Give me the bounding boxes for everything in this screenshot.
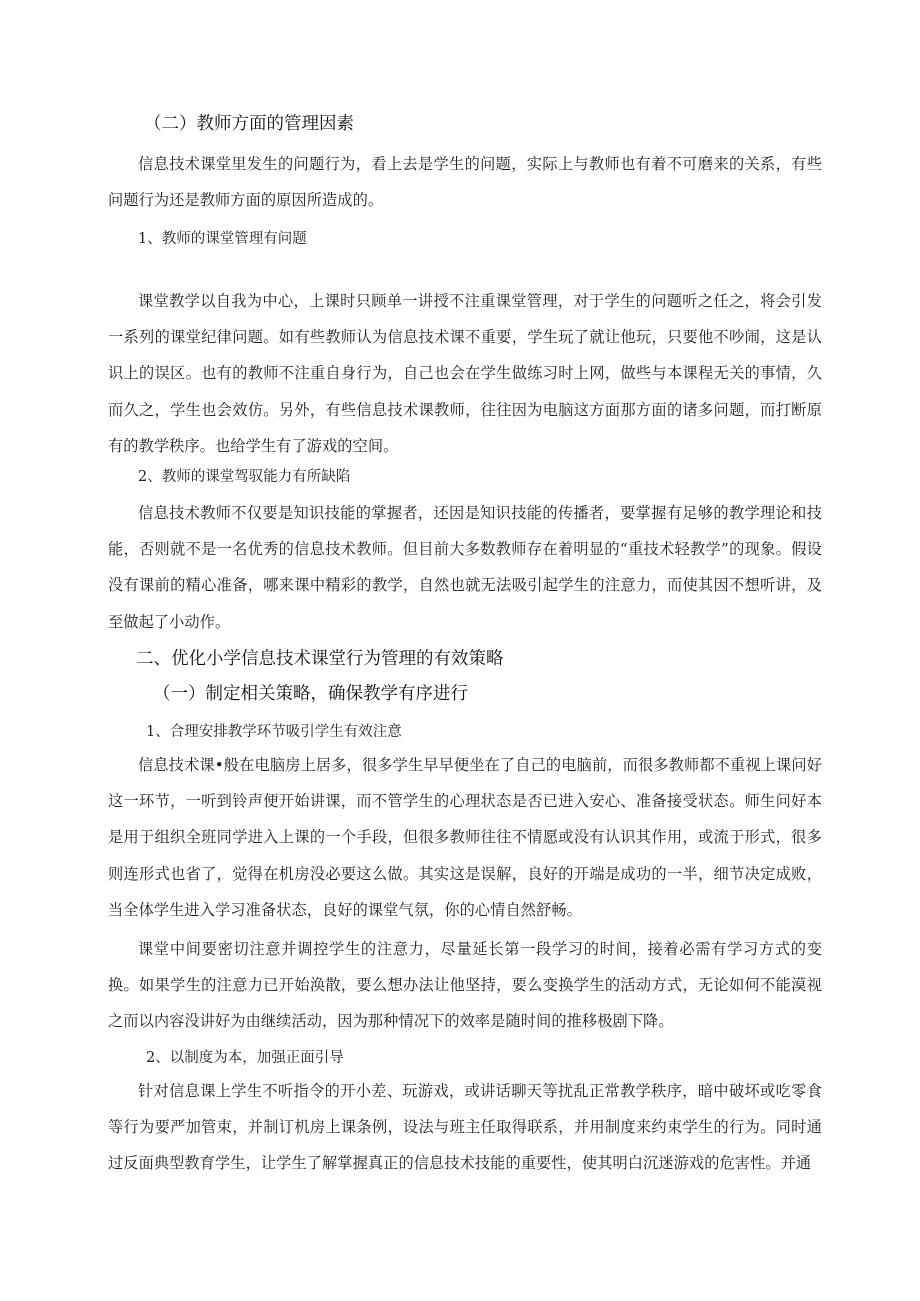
item-heading-classroom-management: 1、教师的课堂管理有问题 (138, 231, 307, 247)
section-heading-teacher-factors: （二）教师方面的管理因素 (144, 114, 354, 134)
paragraph-teaching-arrangement: 信息技术课•般在电脑房上居多，很多学生早早便坐在了自己的电脑前，而很多教师都不重视上课问好这一环节，一听到铃声便开始讲课，而不管学生的心理状态是否已进入安心、准备接受状态。师生问好本是用于组织全班同学进入上课的一个手段，但很多教师往往不情愿或没有认识其作用，或流于形式，很多则连形式也省了，觉得在机房没必要这么做。其实这是误解，良好的开端是成功的一半，细节决定成败，当全体学生进入学习准备状态，良好的课堂气氛，你的心情自然舒畅。 (108, 756, 822, 919)
paragraph-attention-control: 课堂中间要密切注意并调控学生的注意力，尽量延长第一段学习的时间，接着必需有学习方式的变换。如果学生的注意力已开始涣散，要么想办法让他坚持，要么变换学生的活动方式，无论如何不能漠视之而以内容没讲好为由继续活动，因为那种情况下的效率是随时间的推移极剧下降。 (108, 940, 822, 1031)
paragraph-classroom-management: 课堂教学以自我为中心，上课时只顾单一讲授不注重课堂管理，对于学生的问题听之任之，将会引发一系列的课堂纪律问题。如有些教师认为信息技术课不重要，学生玩了就让他玩，只要他不吵闹，这是认识上的误区。也有的教师不注重自身行为，自己也会在学生做练习时上网，做些与本课程无关的事情，久而久之，学生也会效仿。另外，有些信息技术课教师，往往因为电脑这方面那方面的诸多问题，而打断原有的教学秩序。也给学生有了游戏的空间。 (108, 292, 822, 455)
item-heading-teaching-arrangement: 1、合理安排教学环节吸引学生有效注意 (146, 724, 402, 740)
chapter-heading-strategies: 二、优化小学信息技术课堂行为管理的有效策略 (136, 649, 504, 669)
section-heading-strategies: （一）制定相关策略，确保教学有序进行 (153, 684, 468, 704)
paragraph-rules: 针对信息课上学生不听指令的开小差、玩游戏，或讲话聊天等扰乱正常教学秩序，暗中破坏或吃零食等行为要严加管束，并制订机房上课条例，设法与班主任取得联系，并用制度来约束学生的行为。同时通过反面典型教育学生，让学生了解掌握真正的信息技术技能的重要性，使其明白沉迷游戏的危害性。并通 (108, 1082, 822, 1173)
paragraph-control-ability: 信息技术教师不仅要是知识技能的掌握者，还因是知识技能的传播者，要掌握有足够的教学理论和技能，否则就不是一名优秀的信息技术教师。但目前大多数教师存在着明显的“重技术轻教学”的现象。假设没有课前的精心准备，哪来课中精彩的教学，自然也就无法吸引起学生的注意力，而使其因不想听讲，及至做起了小动作。 (108, 504, 822, 631)
paragraph-intro: 信息技术课堂里发生的问题行为，看上去是学生的问题，实际上与教师也有着不可磨来的关系，有些问题行为还是教师方面的原因所造成的。 (108, 155, 822, 210)
item-heading-control-ability: 2、教师的课堂驾驭能力有所缺陷 (138, 469, 351, 485)
item-heading-rules: 2、以制度为本，加强正面引导 (146, 1050, 344, 1066)
